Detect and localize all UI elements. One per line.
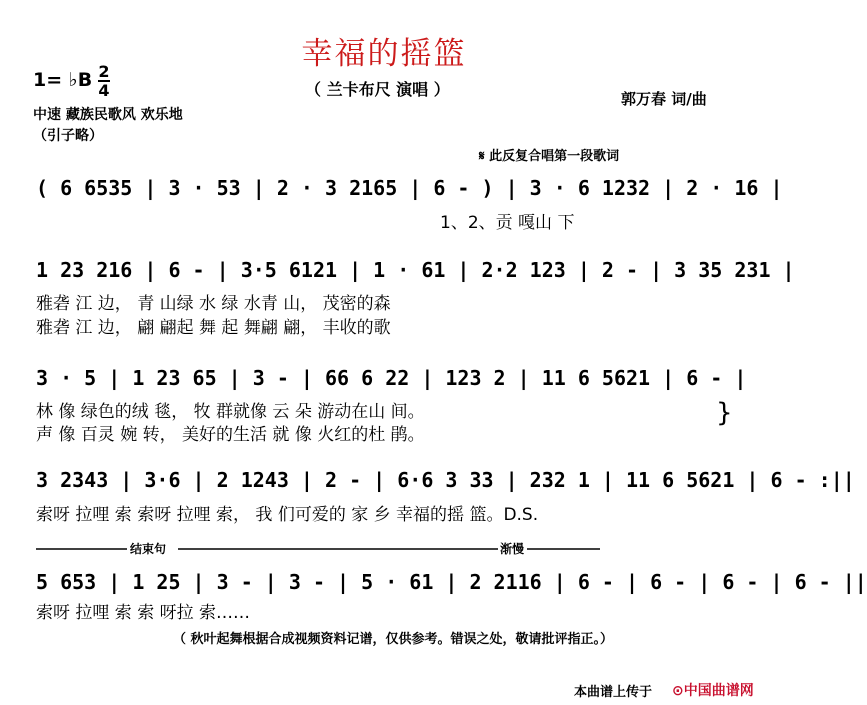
- time-sig-top: 2: [98, 62, 110, 81]
- site-logo: ⊙中国曲谱网: [672, 683, 754, 699]
- tempo-marking: 中速 藏族民歌风 欢乐地: [33, 107, 183, 123]
- score-row-2-lyrics-2: 雅砻 江 边， 翩 翩起 舞 起 舞翩 翩， 丰收的歌: [36, 318, 391, 338]
- score-row-4-notes: 3 2343 | 3·6 | 2 1243 | 2 - | 6·6 3 33 | 232 1 | 11 6 5621 | 6 - :||: [36, 468, 855, 492]
- score-row-3-lyrics-2: 声 像 百灵 婉 转， 美好的生活 就 像 火红的杜 鹃。: [36, 425, 425, 445]
- intro-note: （引子略）: [33, 128, 103, 144]
- score-row-5-lyrics-1: 索呀 拉哩 索 索 呀拉 索……: [36, 603, 251, 623]
- author-credit: 郭万春 词/曲: [621, 90, 707, 108]
- logo-icon: ⊙: [672, 683, 684, 699]
- upload-text: 本曲谱上传于: [574, 685, 653, 700]
- end-section-label: 结束句: [127, 540, 169, 557]
- score-row-2-lyrics-1: 雅砻 江 边， 青 山绿 水 绿 水青 山， 茂密的森: [36, 294, 391, 314]
- score-row-3-lyrics-1: 林 像 绿色的绒 毯， 牧 群就像 云 朵 游动在山 间。: [36, 402, 425, 422]
- performer-line: （ 兰卡布尺 演唱 ）: [305, 80, 450, 99]
- segno-icon: 𝄋: [479, 149, 490, 164]
- score-row-1-lyrics-1: 1、2、贡 嘎山 下: [440, 213, 575, 233]
- score-row-5-notes: 5 653 | 1 25 | 3 - | 3 - | 5 · 61 | 2 2116 | 6 - | 6 - | 6 - | 6 - ||: [36, 570, 867, 594]
- score-row-2-notes: 1 23 216 | 6 - | 3·5 6121 | 1 · 61 | 2·2 123 | 2 - | 3 35 231 |: [36, 258, 795, 282]
- score-row-1-notes: ( 6 6535 | 3 · 53 | 2 · 3 2165 | 6 - ) | 3 · 6 1232 | 2 · 16 |: [36, 176, 783, 200]
- time-sig-bottom: 4: [98, 81, 110, 100]
- song-title: 幸福的摇篮: [301, 36, 467, 72]
- repeat-brace: }: [716, 398, 733, 428]
- key-signature: 1= ♭B: [33, 69, 93, 91]
- score-row-4-lyrics-1: 索呀 拉哩 索 索呀 拉哩 索， 我 们可爱的 家 乡 幸福的摇 篮。D.S.: [36, 505, 539, 525]
- footnote: （ 秋叶起舞根据合成视频资料记谱，仅供参考。错误之处，敬请批评指正。）: [173, 632, 614, 647]
- segno-note: 𝄋 此反复合唱第一段歌词: [479, 149, 620, 164]
- score-row-3-notes: 3 · 5 | 1 23 65 | 3 - | 66 6 22 | 123 2 | 11 6 5621 | 6 - |: [36, 366, 747, 390]
- slow-label: 渐慢: [500, 542, 525, 556]
